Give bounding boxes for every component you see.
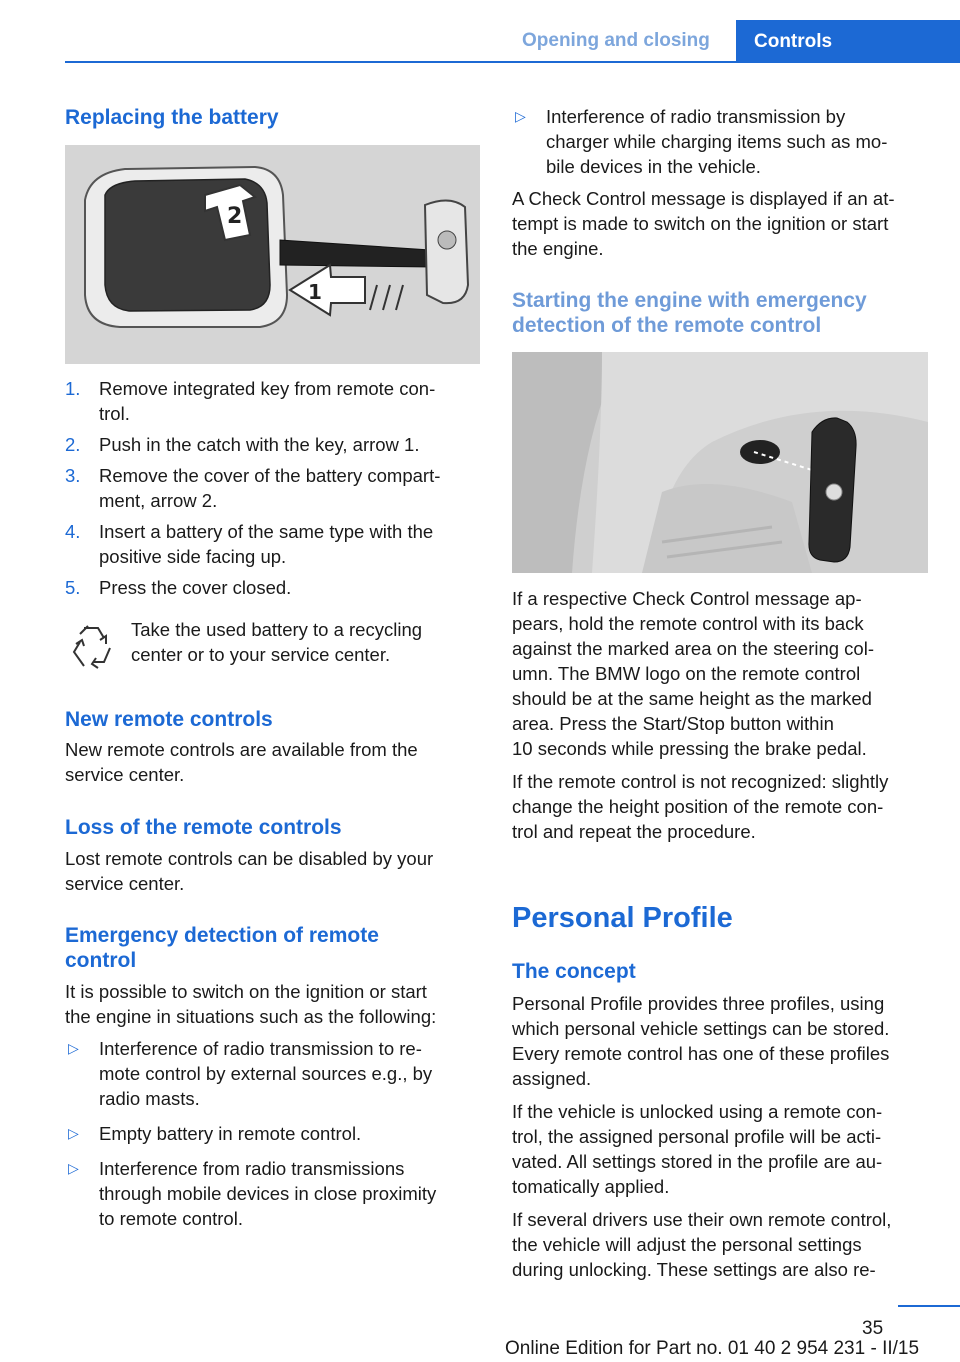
starting-engine-title: Starting the engine with emergency detection of the remote control: [512, 289, 867, 337]
step-text: Remove the cover of the battery compart- ment, arrow 2.: [99, 465, 441, 511]
figure-arrow-1-label: 1: [308, 280, 322, 304]
recycle-icon: [66, 622, 116, 674]
steering-column-figure: [512, 352, 928, 573]
page-number: 35: [862, 1318, 884, 1339]
bullet-text: Interference of radio transmission to re- mote control by external sources e.g., by radio masts.: [99, 1038, 433, 1109]
step-number: 2.: [65, 434, 81, 455]
emergency-intro: It is possible to switch on the ignition or start the engine in situations such as the following:: [65, 981, 437, 1027]
list-item: [65, 1156, 480, 1231]
replace-steps-list: [65, 376, 480, 600]
step-text: Insert a battery of the same type with the positive side facing up.: [99, 521, 434, 567]
list-item: [65, 575, 480, 600]
profile-p1: Personal Profile provides three profiles, using which personal vehicle settings can be stored. Every remote control has one of these profiles assigned.: [512, 993, 890, 1089]
footer-rule: [898, 1305, 960, 1307]
new-remote-title: New remote controls: [65, 708, 273, 731]
list-item: [65, 519, 480, 569]
header-rule: [65, 61, 960, 63]
starting-p2: If the remote control is not recognized: slightly change the height position of the remote con- trol and repeat the procedure.: [512, 771, 889, 842]
concept-title: The concept: [512, 960, 636, 983]
starting-p1: If a respective Check Control message ap- pears, hold the remote control with its back against the marked area on the steering col- umn. The BMW logo on the remote control should be at the same height as the marked area. Press the Start/Stop button within 10 seconds while pressing the brake pedal.: [512, 588, 874, 759]
bullet-text: Interference of radio transmission by charger while charging items such as mo- bile devices in the vehicle.: [546, 106, 888, 177]
step-text: Remove integrated key from remote con- trol.: [99, 378, 436, 424]
header-section: Opening and closing: [522, 30, 710, 51]
triangle-bullet-icon: ▷: [515, 108, 526, 124]
triangle-bullet-icon: ▷: [68, 1125, 79, 1141]
list-item: [65, 1036, 480, 1111]
replacing-battery-title: Replacing the battery: [65, 106, 279, 129]
step-number: 5.: [65, 577, 81, 598]
loss-remote-text: Lost remote controls can be disabled by your service center.: [65, 848, 434, 894]
new-remote-text: New remote controls are available from the service center.: [65, 739, 418, 785]
figure-arrow-2-label: 2: [227, 204, 243, 229]
header-tab-label: Controls: [754, 31, 833, 52]
list-item: [512, 104, 930, 179]
list-item: [65, 463, 480, 513]
right-bullet: [512, 104, 930, 179]
list-item: [65, 376, 480, 426]
triangle-bullet-icon: ▷: [68, 1160, 79, 1176]
recycle-note: Take the used battery to a recycling center or to your service center.: [131, 619, 423, 665]
triangle-bullet-icon: ▷: [68, 1040, 79, 1056]
step-number: 4.: [65, 521, 81, 542]
online-edition: Online Edition for Part no. 01 40 2 954 231 - II/15: [505, 1338, 920, 1359]
emergency-title: Emergency detection of remote control: [65, 924, 379, 972]
profile-p3: If several drivers use their own remote control, the vehicle will adjust the personal settings during unlocking. These settings are also re-: [512, 1209, 892, 1280]
step-number: 1.: [65, 378, 81, 399]
profile-p2: If the vehicle is unlocked using a remote con- trol, the assigned personal profile will be acti- vated. All settings stored in the profile are au- tomatically applied.: [512, 1101, 883, 1197]
list-item: [65, 432, 480, 457]
step-text: Press the cover closed.: [99, 577, 292, 598]
list-item: [65, 1121, 480, 1146]
loss-remote-title: Loss of the remote controls: [65, 816, 342, 839]
header-tab: [736, 20, 960, 62]
emergency-bullets: [65, 1036, 480, 1231]
check-control-text: A Check Control message is displayed if an at- tempt is made to switch on the ignition or start the engine.: [512, 188, 895, 259]
personal-profile-title: Personal Profile: [512, 902, 733, 934]
step-number: 3.: [65, 465, 81, 486]
bullet-text: Empty battery in remote control.: [99, 1123, 362, 1144]
bullet-text: Interference from radio transmissions through mobile devices in close proximity to remote control.: [99, 1158, 437, 1229]
step-text: Push in the catch with the key, arrow 1.: [99, 434, 420, 455]
key-battery-figure: [65, 145, 480, 364]
